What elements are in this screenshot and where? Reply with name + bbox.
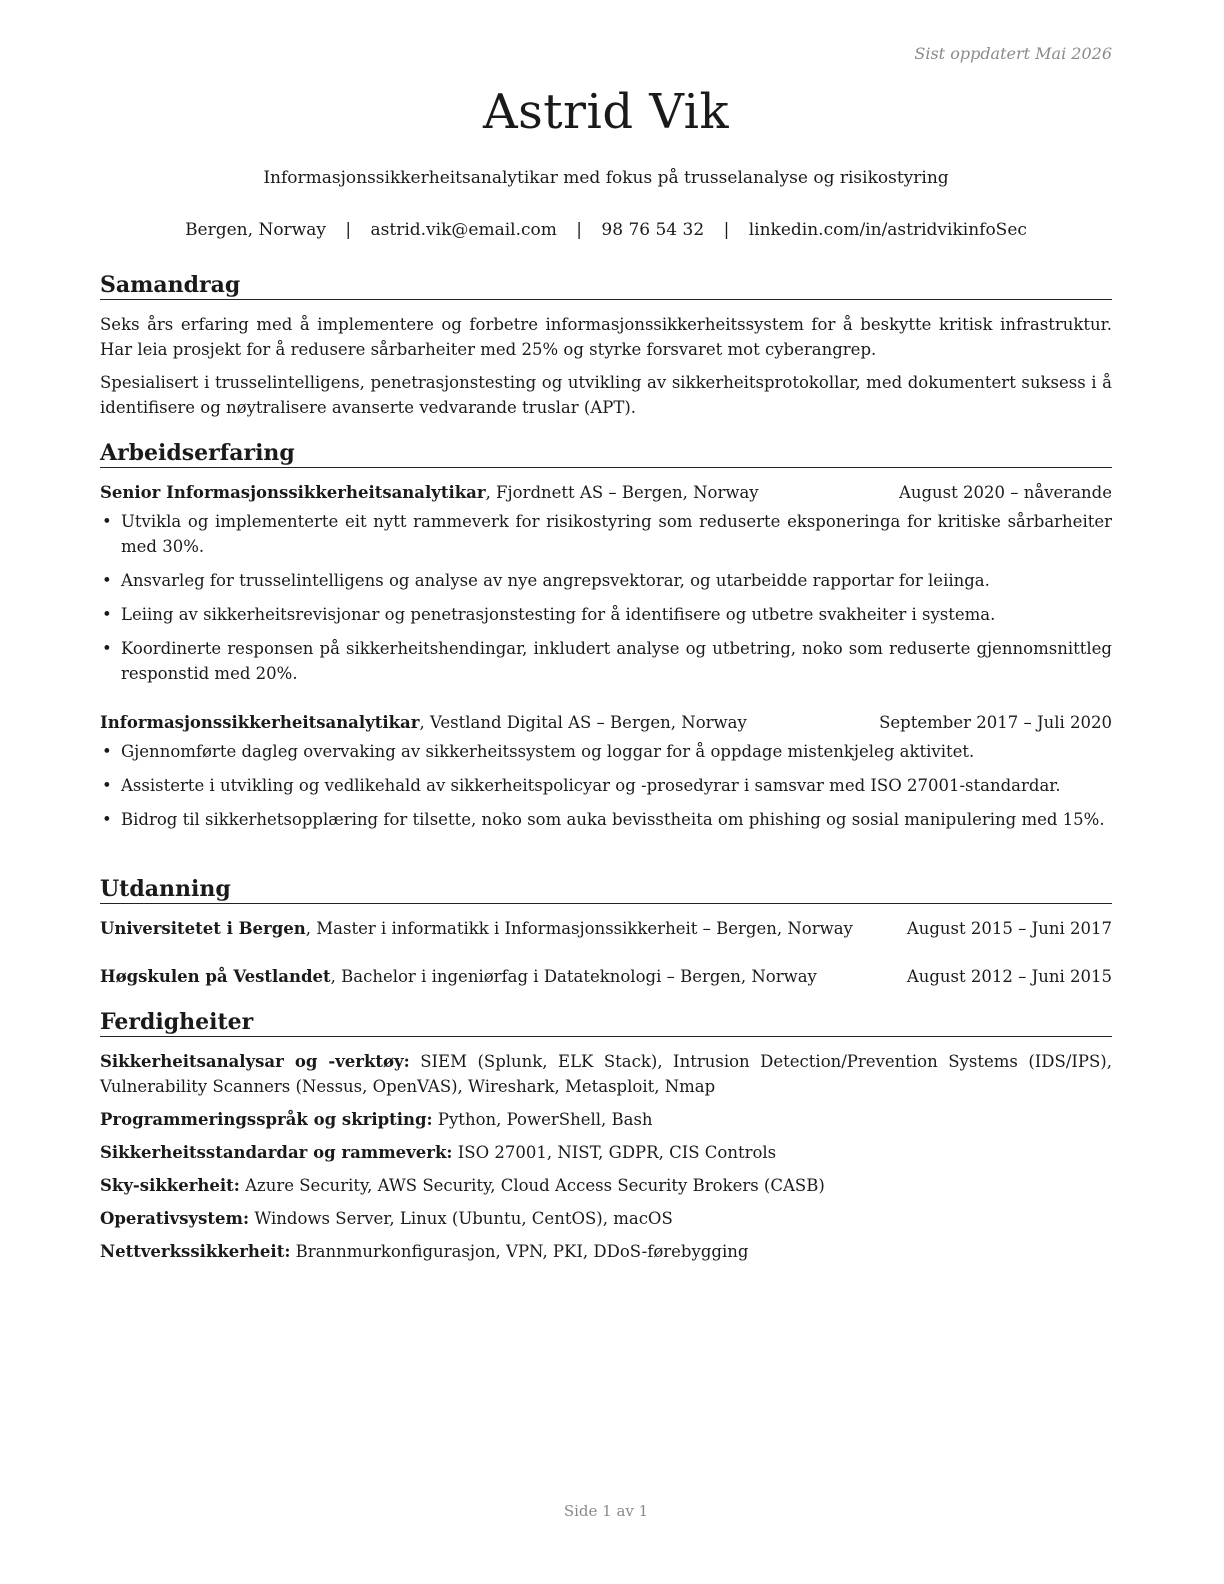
job-header (100, 480, 1112, 505)
last-updated: Sist oppdatert Mai 2026 (914, 44, 1112, 63)
job-bullets (100, 739, 1112, 832)
education-entry (100, 964, 1112, 989)
bullet-text: Gjennomførte dagleg overvaking av sikkerheitssystem og loggar for å oppdage mistenkjeleg aktivitet. (121, 742, 975, 761)
section-title-summary: Samandrag (100, 271, 1112, 300)
skill-row (100, 1107, 1112, 1132)
skill-value: Python, PowerShell, Bash (432, 1110, 653, 1129)
contact-linkedin[interactable]: linkedin.com/in/astridvikinfoSec (748, 220, 1027, 240)
skill-value: ISO 27001, NIST, GDPR, CIS Controls (452, 1143, 777, 1162)
experience-section (100, 439, 1112, 841)
skill-row (100, 1206, 1112, 1231)
job-company: , Vestland Digital AS – Bergen, Norway (419, 713, 747, 732)
skill-label: Nettverkssikkerheit: (100, 1242, 291, 1261)
job-bullets (100, 509, 1112, 686)
education-line (100, 964, 817, 989)
skill-label: Sikkerheitsanalysar og -verktøy: (100, 1052, 410, 1071)
job-company: , Fjordnett AS – Bergen, Norway (485, 483, 759, 502)
education-section (100, 875, 1112, 1012)
candidate-name: Astrid Vik (482, 84, 730, 140)
contact-separator: | (345, 220, 352, 240)
bullet-icon: • (102, 605, 112, 624)
job-header (100, 710, 1112, 735)
skill-row (100, 1239, 1112, 1264)
summary-paragraph: Spesialisert i trusselintelligens, penetrasjonstesting og utvikling av sikkerheitsprotokollar, med dokumentert suksess i å identifisere og nøytralisere avanserte vedvarande truslar (APT). (100, 373, 1112, 417)
skill-value: Windows Server, Linux (Ubuntu, CentOS), macOS (249, 1209, 673, 1228)
bullet-text: Ansvarleg for trusselintelligens og analyse av nye angrepsvektorar, og utarbeidde rapportar for leiinga. (121, 571, 990, 590)
summary-paragraph: Seks års erfaring med å implementere og forbetre informasjonssikkerheitssystem for å beskytte kritisk infrastruktur. Har leia prosjekt for å redusere sårbarheiter med 25% og styrke forsvaret mot cyberangrep. (100, 315, 1112, 359)
list-item (100, 602, 1112, 627)
job-dates: August 2020 – nåverande (898, 483, 1112, 502)
education-school: Universitetet i Bergen (100, 919, 306, 938)
section-title-experience: Arbeidserfaring (100, 439, 1112, 468)
contact-location: Bergen, Norway (185, 220, 326, 240)
education-entry (100, 916, 1112, 941)
bullet-text: Koordinerte responsen på sikkerheitshendingar, inkludert analyse og utbetring, noko som reduserte gjennomsnittleg responstid med 20%. (121, 639, 1112, 683)
bullet-icon: • (102, 776, 112, 795)
section-title-education: Utdanning (100, 875, 1112, 904)
skill-value: Brannmurkonfigurasjon, VPN, PKI, DDoS-førebygging (290, 1242, 749, 1261)
section-title-skills: Ferdigheiter (100, 1008, 1112, 1037)
skill-row (100, 1049, 1112, 1099)
skill-row (100, 1140, 1112, 1165)
job-entry (100, 480, 1112, 686)
bullet-text: Bidrog til sikkerhetsopplæring for tilsette, noko som auka bevisstheita om phishing og sosial manipulering med 15%. (121, 810, 1105, 829)
skill-label: Operativsystem: (100, 1209, 250, 1228)
job-role: Informasjonssikkerheitsanalytikar (100, 713, 420, 732)
education-dates: August 2012 – Juni 2015 (906, 967, 1112, 986)
job-title-line (100, 480, 759, 505)
contact-separator: | (723, 220, 730, 240)
list-item (100, 636, 1112, 686)
bullet-icon: • (102, 810, 112, 829)
contact-line (100, 220, 1112, 240)
job-title-line (100, 710, 747, 735)
bullet-text: Utvikla og implementerte eit nytt rammeverk for risikostyring som reduserte eksponeringa for kritiske sårbarheiter med 30%. (121, 512, 1112, 556)
bullet-icon: • (102, 512, 112, 531)
list-item (100, 739, 1112, 764)
job-role: Senior Informasjonssikkerheitsanalytikar (100, 483, 486, 502)
skill-label: Sky-sikkerheit: (100, 1176, 240, 1195)
education-degree: , Master i informatikk i Informasjonssikkerheit – Bergen, Norway (305, 919, 853, 938)
bullet-icon: • (102, 639, 112, 658)
education-degree: , Bachelor i ingeniørfag i Datateknologi – Bergen, Norway (330, 967, 817, 986)
tagline: Informasjonssikkerheitsanalytikar med fokus på trusselanalyse og risikostyring (263, 168, 949, 188)
skill-row (100, 1173, 1112, 1198)
bullet-icon: • (102, 571, 112, 590)
skill-value: SIEM (Splunk, ELK Stack), Intrusion Detection/Prevention Systems (IDS/IPS), Vulnerability Scanners (Nessus, OpenVAS), Wireshark, Metasploit, Nmap (100, 1052, 1112, 1096)
education-dates: August 2015 – Juni 2017 (906, 919, 1112, 938)
summary-section (100, 271, 1112, 428)
list-item (100, 773, 1112, 798)
skill-label: Sikkerheitsstandardar og rammeverk: (100, 1143, 453, 1162)
skill-label: Programmeringsspråk og skripting: (100, 1110, 433, 1129)
job-dates: September 2017 – Juli 2020 (879, 713, 1112, 732)
resume-page (100, 0, 1112, 1584)
job-entry (100, 710, 1112, 832)
contact-phone: 98 76 54 32 (601, 220, 705, 240)
bullet-icon: • (102, 742, 112, 761)
page-number: Side 1 av 1 (563, 1502, 649, 1520)
bullet-text: Leiing av sikkerheitsrevisjonar og penetrasjonstesting for å identifisere og utbetre svakheiter i systema. (121, 605, 996, 624)
skills-section (100, 1008, 1112, 1272)
contact-email[interactable]: astrid.vik@email.com (370, 220, 557, 240)
list-item (100, 568, 1112, 593)
skill-value: Azure Security, AWS Security, Cloud Access Security Brokers (CASB) (239, 1176, 825, 1195)
list-item (100, 807, 1112, 832)
education-line (100, 916, 853, 941)
education-school: Høgskulen på Vestlandet (100, 967, 331, 986)
bullet-text: Assisterte i utvikling og vedlikehald av sikkerheitspolicyar og -prosedyrar i samsvar med ISO 27001-standardar. (121, 776, 1061, 795)
list-item (100, 509, 1112, 559)
contact-separator: | (576, 220, 583, 240)
